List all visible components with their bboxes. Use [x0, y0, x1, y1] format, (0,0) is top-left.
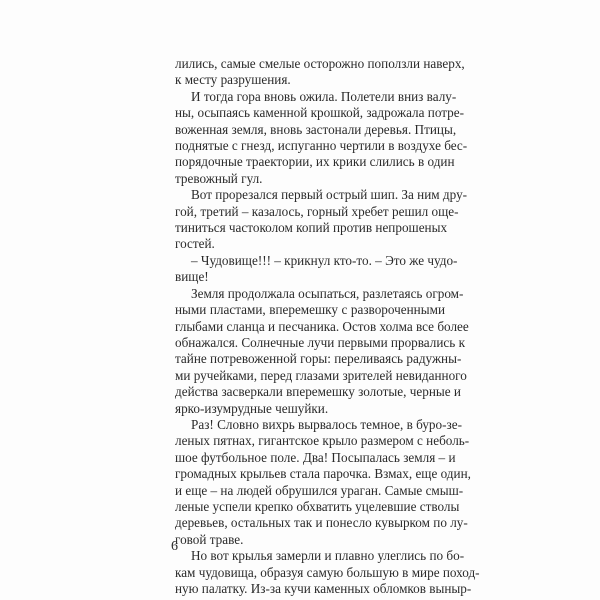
text-line: ными пластами, вперемешку с развороченными	[175, 302, 445, 318]
paragraph	[175, 88, 468, 187]
text-line: воженная земля, вновь застонали деревья. Птицы,	[175, 121, 457, 137]
text-line: громадных крыльев стала парочка. Взмах, еще один,	[175, 466, 471, 482]
text-line: леных пятнах, гигантское крыло размером с неболь-	[175, 433, 470, 449]
text-line: деревьев, остальных так и понесло кувырком по лу-	[175, 515, 468, 531]
text-line: ны, осыпаясь каменной крошкой, задрожала потре-	[175, 105, 465, 121]
text-line: Вот прорезался первый острый шип. За ним дру-	[191, 187, 468, 203]
text-line: и еще – на людей обрушился ураган. Самые смыш-	[175, 482, 464, 498]
text-line: говой траве.	[175, 531, 244, 547]
text-line: ную палатку. Из-за кучи каменных обломков выныр-	[175, 581, 472, 596]
paragraph	[175, 252, 458, 286]
text-line: гостей.	[175, 236, 215, 252]
text-line: Но вот крылья замерли и плавно улеглись по бо-	[191, 548, 465, 564]
text-line: гой, третий – казалось, горный хребет решил още-	[175, 203, 459, 219]
text-line: тайне потревоженной горы: переливаясь радужны-	[175, 351, 462, 367]
text-line: И тогда гора вновь ожила. Полетели вниз валу-	[191, 88, 457, 104]
page-number: 6	[171, 539, 178, 554]
text-line: Раз! Словно вихрь вырвалось темное, в буро-зе-	[191, 416, 462, 432]
text-line: – Чудовище!!! – крикнул кто-то. – Это же чудо-	[191, 252, 458, 268]
text-line: Земля продолжала осыпаться, разлетаясь огром-	[191, 285, 464, 301]
paragraph	[175, 285, 469, 417]
text-line: действа засверкали вперемешку золотые, черные и	[175, 384, 461, 400]
text-line: леные успели крепко обхватить уцелевшие стволы	[175, 498, 460, 514]
text-line: к месту разрушения.	[175, 72, 291, 88]
text-line: лились, самые смелые осторожно поползли наверх,	[175, 56, 465, 71]
text-line: шое футбольное поле. Два! Посыпалась земля – и	[175, 449, 456, 465]
paragraph	[175, 416, 471, 548]
text-line: поднятые с гнезд, испуганно чертили в воздухе бес-	[175, 138, 468, 154]
text-line: глыбами сланца и песчаника. Остов холма все более	[175, 318, 469, 334]
paragraph	[175, 187, 468, 253]
text-line: ярко-изумрудные чешуйки.	[175, 400, 329, 416]
text-line: тиниться частоколом копий против непрошеных	[175, 220, 448, 236]
body-text	[175, 56, 480, 597]
text-line: обнажался. Солнечные лучи первыми прорвались к	[175, 334, 465, 350]
text-line: порядочные траектории, их крики слились в один	[175, 154, 455, 170]
text-line: ми ручейками, перед глазами зрителей невиданного	[175, 367, 467, 383]
text-line: вище!	[175, 269, 209, 285]
paragraph	[175, 548, 480, 597]
text-line: тревожный гул.	[175, 170, 263, 186]
text-line: кам чудовища, образуя самую большую в мире поход-	[175, 564, 480, 580]
paragraph	[175, 56, 465, 89]
